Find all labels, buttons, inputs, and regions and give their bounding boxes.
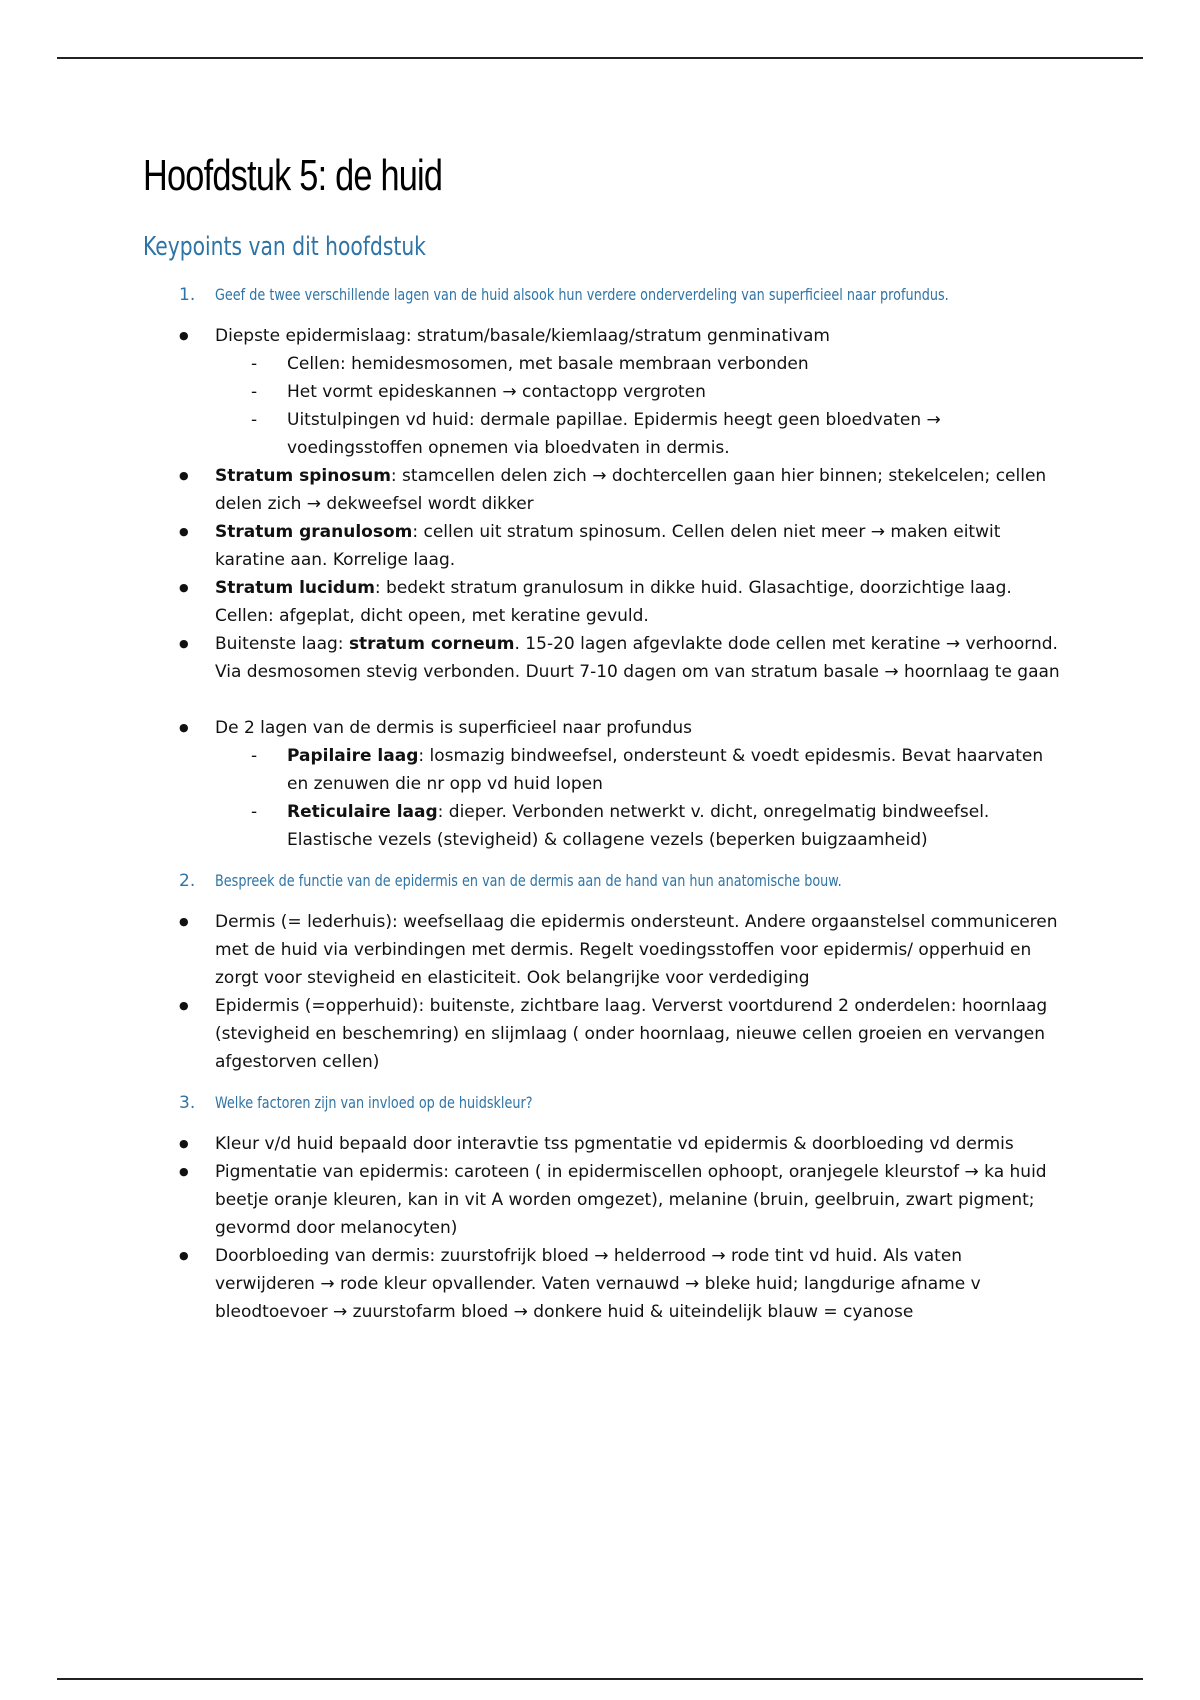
term: stratum corneum [348,634,515,654]
list-item: ● Buitenste laag: stratum corneum. 15-20 lagen afgevlakte dode cellen met keratine → verhoornd. Via desmosomen stevig verbonden. Duurt 7-10 dagen om van stratum basale → hoornlaag te gaan [143,630,1063,686]
term: Stratum lucidum [215,578,375,598]
list-item: ● Diepste epidermislaag: stratum/basale/kiemlaag/stratum genminativam - Cellen: hemidesmosomen, met basale membraan verbonden - Het vormt epideskannen → contactopp vergroten - Uitstulpingen vd huid: dermale papillae. Epidermis heegt geen bloedvaten → voedingsstoffen opnemen via bloedvaten in dermis. [143,322,1063,462]
q1-list [143,322,1063,686]
sub-item: - Het vormt epideskannen → contactopp vergroten [215,378,1063,406]
sub-list [215,742,1063,854]
question-1 [143,280,1063,310]
header-rule [57,57,1143,59]
question-number: 3. [179,1093,196,1113]
page-title: Hoofdstuk 5: de huid [143,151,443,200]
sub-list [215,350,1063,462]
list-item: ● Pigmentatie van epidermis: caroteen ( in epidermiscellen ophoopt, oranjegele kleurstof → ka huid beetje oranje kleuren, kan in vit A worden omgezet), melanine (bruin, geelbruin, zwart pigment; gevormd door melanocyten) [143,1158,1063,1242]
question-number: 1. [179,285,196,305]
list-item: ● Stratum spinosum: stamcellen delen zich → dochtercellen gaan hier binnen; stekelcelen; cellen delen zich → dekweefsel wordt dikker [143,462,1063,518]
q3-list [143,1130,1063,1326]
term: Papilaire laag [287,746,419,766]
term: Stratum spinosum [215,466,391,486]
sub-item: - Cellen: hemidesmosomen, met basale membraan verbonden [215,350,1063,378]
sub-item: - Uitstulpingen vd huid: dermale papillae. Epidermis heegt geen bloedvaten → voedingsstoffen opnemen via bloedvaten in dermis. [215,406,1063,462]
term: Reticulaire laag [287,802,438,822]
section-heading: Keypoints van dit hoofdstuk [143,232,426,262]
term: Stratum granulosom [215,522,413,542]
question-text: Welke factoren zijn van invloed op de huidskleur? [215,1093,533,1112]
footer-rule [57,1678,1143,1680]
question-text: Bespreek de functie van de epidermis en van de dermis aan de hand van hun anatomische bouw. [215,871,842,890]
list-item: ● Stratum lucidum: bedekt stratum granulosum in dikke huid. Glasachtige, doorzichtige laag. Cellen: afgeplat, dicht opeen, met keratine gevuld. [143,574,1063,630]
q2-list [143,908,1063,1076]
list-item: ● Dermis (= lederhuis): weefsellaag die epidermis ondersteunt. Andere orgaanstelsel communiceren met de huid via verbindingen met dermis. Regelt voedingsstoffen voor epidermis/ opperhuid en zorgt voor stevigheid en elasticiteit. Ook belangrijke voor verdediging [143,908,1063,992]
page-content [143,150,1063,1326]
list-item: ● Epidermis (=opperhuid): buitenste, zichtbare laag. Ververst voortdurend 2 onderdelen: hoornlaag (stevigheid en beschemring) en slijmlaag ( onder hoornlaag, nieuwe cellen groeien en vervangen afgestorven cellen) [143,992,1063,1076]
list-item: ● Stratum granulosom: cellen uit stratum spinosum. Cellen delen niet meer → maken eitwit karatine aan. Korrelige laag. [143,518,1063,574]
question-text: Geef de twee verschillende lagen van de huid alsook hun verdere onderverdeling van superficieel naar profundus. [215,285,949,304]
sub-item: - Papilaire laag: losmazig bindweefsel, ondersteunt & voedt epidesmis. Bevat haarvaten en zenuwen die nr opp vd huid lopen [215,742,1063,798]
question-3 [143,1088,1063,1118]
question-2 [143,866,1063,896]
list-item: ● Doorbloeding van dermis: zuurstofrijk bloed → helderrood → rode tint vd huid. Als vaten verwijderen → rode kleur opvallender. Vaten vernauwd → bleke huid; langdurige afname v bleodtoevoer → zuurstofarm bloed → donkere huid & uiteindelijk blauw = cyanose [143,1242,1063,1326]
list-item: ● Kleur v/d huid bepaald door interavtie tss pgmentatie vd epidermis & doorbloeding vd dermis [143,1130,1063,1158]
sub-item: - Reticulaire laag: dieper. Verbonden netwerkt v. dicht, onregelmatig bindweefsel. Elastische vezels (stevigheid) & collagene vezels (beperken buigzaamheid) [215,798,1063,854]
question-number: 2. [179,871,196,891]
q1-dermis-list [143,714,1063,854]
list-item: ● De 2 lagen van de dermis is superficieel naar profundus - Papilaire laag: losmazig bindweefsel, ondersteunt & voedt epidesmis. Bevat haarvaten en zenuwen die nr opp vd huid lopen - Reticulaire laag: dieper. Verbonden netwerkt v. dicht, onregelmatig bindweefsel. Elastische vezels (stevigheid) & collagene vezels (beperken buigzaamheid) [143,714,1063,854]
